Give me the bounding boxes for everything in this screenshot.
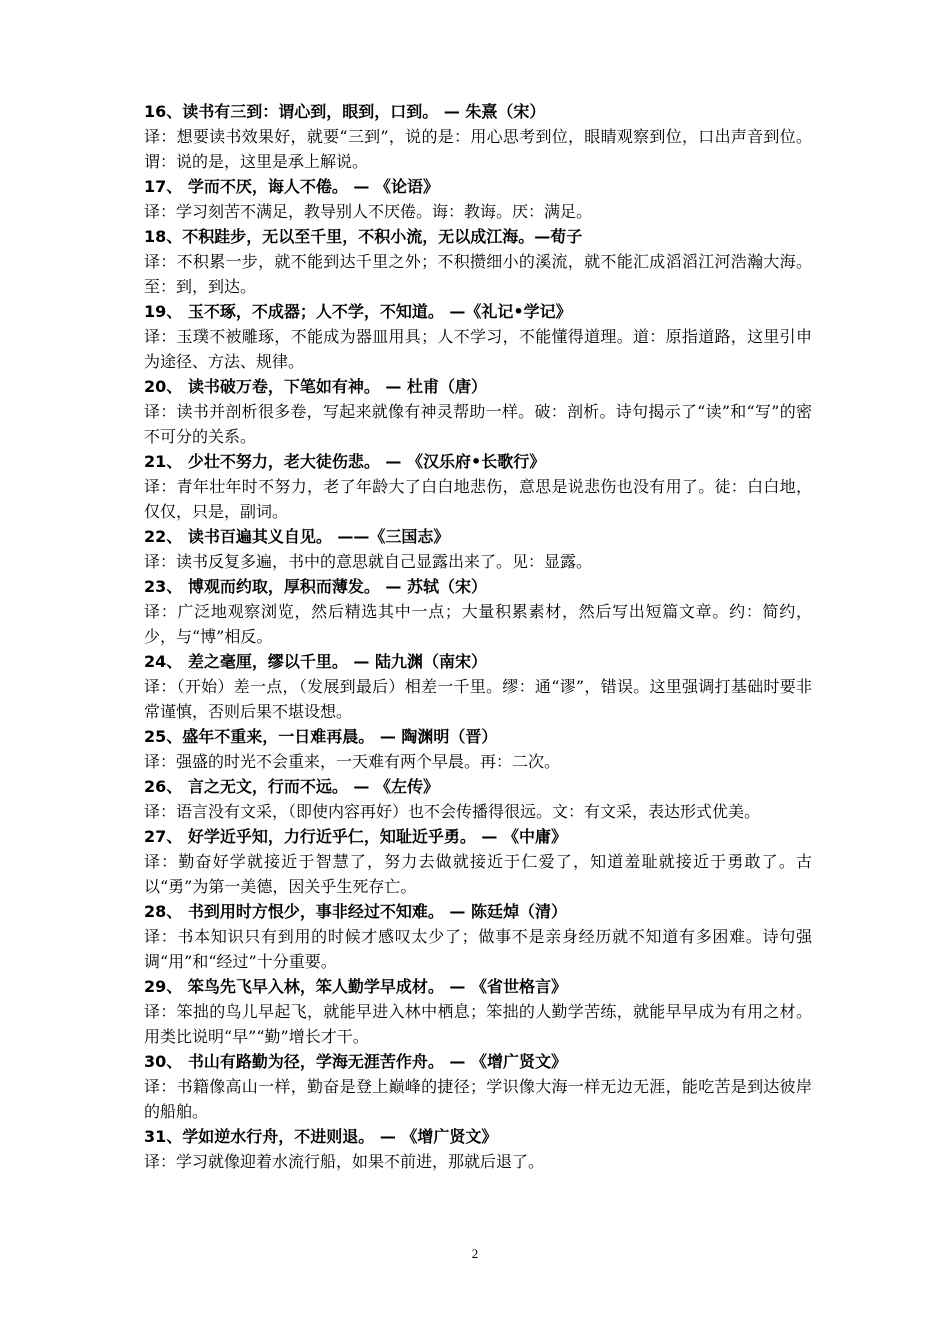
translation-text: 译：玉璞不被雕琢，不能成为器皿用具；人不学习，不能懂得道理。道：原指道路，这里引申为途径、方法、规律。 <box>144 327 812 371</box>
quote-heading: 26、 言之无文，行而不远。 — 《左传》 <box>144 777 439 796</box>
entry-25 <box>144 724 812 774</box>
quote-heading: 28、 书到用时方恨少，事非经过不知难。 — 陈廷焯（清） <box>144 902 567 921</box>
translation-text: 译：（开始）差一点，（发展到最后）相差一千里。缪：通“谬”，错误。这里强调打基础时要非常谨慎，否则后果不堪设想。 <box>144 677 812 721</box>
quote-heading: 29、 笨鸟先飞早入林，笨人勤学早成材。 — 《省世格言》 <box>144 977 567 996</box>
translation-text: 译：强盛的时光不会重来，一天难有两个早晨。再：二次。 <box>144 752 561 771</box>
page-number: 2 <box>471 1246 479 1261</box>
quote-heading: 31、学如逆水行舟，不进则退。 — 《增广贤文》 <box>144 1127 498 1146</box>
entry-27 <box>144 824 812 899</box>
entry-21 <box>144 449 812 524</box>
translation-text: 译：不积累一步，就不能到达千里之外；不积攒细小的溪流，就不能汇成滔滔江河浩瀚大海。至：到，到达。 <box>144 252 812 296</box>
quote-heading: 21、 少壮不努力，老大徒伤悲。 — 《汉乐府•长歌行》 <box>144 452 546 471</box>
entry-18 <box>144 224 812 299</box>
translation-text: 译：读书并剖析很多卷，写起来就像有神灵帮助一样。破：剖析。诗句揭示了“读”和“写”的密不可分的关系。 <box>144 402 812 446</box>
entry-20 <box>144 374 812 449</box>
entry-31 <box>144 1124 812 1174</box>
translation-text: 译：想要读书效果好，就要“三到”，说的是：用心思考到位，眼睛观察到位，口出声音到位。谓：说的是，这里是承上解说。 <box>144 127 812 171</box>
translation-text: 译：青年壮年时不努力，老了年龄大了白白地悲伤，意思是说悲伤也没有用了。徒：白白地，仅仅，只是，副词。 <box>144 477 812 521</box>
quote-heading: 20、 读书破万卷，下笔如有神。 — 杜甫（唐） <box>144 377 487 396</box>
translation-text: 译：学习就像迎着水流行船，如果不前进，那就后退了。 <box>144 1152 545 1171</box>
entry-23 <box>144 574 812 649</box>
quote-heading: 30、 书山有路勤为径，学海无涯苦作舟。 — 《增广贤文》 <box>144 1052 567 1071</box>
entry-30 <box>144 1049 812 1124</box>
quote-heading: 19、 玉不琢，不成器；人不学，不知道。 —《礼记•学记》 <box>144 302 572 321</box>
translation-text: 译：书籍像高山一样，勤奋是登上巅峰的捷径；学识像大海一样无边无涯，能吃苦是到达彼岸的船舶。 <box>144 1077 812 1121</box>
document-body <box>144 99 812 1174</box>
quote-heading: 16、读书有三到：谓心到，眼到，口到。 — 朱熹（宋） <box>144 102 546 121</box>
translation-text: 译：书本知识只有到用的时候才感叹太少了；做事不是亲身经历就不知道有多困难。诗句强调“用”和“经过”十分重要。 <box>144 927 812 971</box>
quote-heading: 27、 好学近乎知，力行近乎仁，知耻近乎勇。 — 《中庸》 <box>144 827 567 846</box>
entry-16 <box>144 99 812 174</box>
translation-text: 译：语言没有文采，（即使内容再好）也不会传播得很远。文：有文采，表达形式优美。 <box>144 802 761 821</box>
translation-text: 译：广泛地观察浏览，然后精选其中一点；大量积累素材，然后写出短篇文章。约：简约，少，与“博”相反。 <box>144 602 812 646</box>
quote-heading: 25、盛年不重来，一日难再晨。 — 陶渊明（晋） <box>144 727 498 746</box>
quote-heading: 22、 读书百遍其义自见。 ——《三国志》 <box>144 527 450 546</box>
translation-text: 译：学习刻苦不满足，教导别人不厌倦。诲：教诲。厌：满足。 <box>144 202 593 221</box>
quote-heading: 18、不积跬步，无以至千里，不积小流，无以成江海。—荀子 <box>144 227 583 246</box>
entry-22 <box>144 524 812 574</box>
translation-text: 译：笨拙的鸟儿早起飞，就能早进入林中栖息；笨拙的人勤学苦练，就能早早成为有用之材。用类比说明“早”“勤”增长才干。 <box>144 1002 812 1046</box>
quote-heading: 24、 差之毫厘，缪以千里。 — 陆九渊（南宋） <box>144 652 487 671</box>
entry-19 <box>144 299 812 374</box>
entry-28 <box>144 899 812 974</box>
translation-text: 译：读书反复多遍，书中的意思就自己显露出来了。见：显露。 <box>144 552 593 571</box>
entry-26 <box>144 774 812 824</box>
entry-17 <box>144 174 812 224</box>
quote-heading: 17、 学而不厌，诲人不倦。 — 《论语》 <box>144 177 439 196</box>
entry-29 <box>144 974 812 1049</box>
quote-heading: 23、 博观而约取，厚积而薄发。 — 苏轼（宋） <box>144 577 487 596</box>
entry-24 <box>144 649 812 724</box>
translation-text: 译：勤奋好学就接近于智慧了，努力去做就接近于仁爱了，知道羞耻就接近于勇敢了。古以“勇”为第一美德，因关乎生死存亡。 <box>144 852 812 896</box>
